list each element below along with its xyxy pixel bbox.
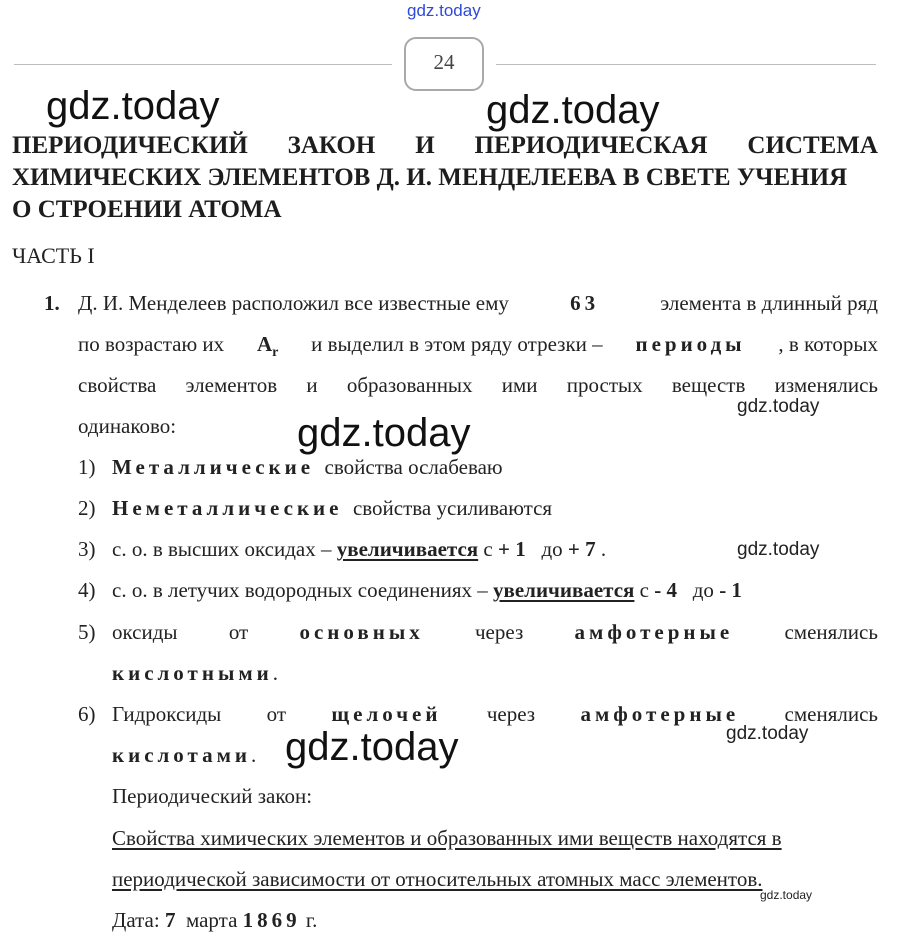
answer-nonmetallic: Неметаллические	[112, 496, 343, 520]
part-label: ЧАСТЬ I	[12, 243, 95, 268]
list-item: 4) с. о. в летучих водородных соединениях – увеличивается с - 4 до - 1	[78, 578, 742, 602]
law-label: Периодический закон:	[112, 784, 313, 808]
law-text-line-1: Свойства химических элементов и образованных ими веществ находятся в	[112, 826, 782, 850]
law-text-line-2: периодической зависимости от относительных атомных масс элементов.	[112, 867, 763, 891]
task-number: 1.	[44, 291, 60, 315]
list-item-number: 5)	[78, 620, 96, 644]
watermark: gdz.today	[726, 723, 809, 744]
list-item: оксиды от основных через амфотерные сменялись	[112, 620, 878, 644]
answer-day: 7	[164, 908, 176, 932]
list-item: Гидроксиды от щелочей через амфотерные сменялись	[112, 702, 878, 726]
answer-metallic: Металлические	[112, 455, 315, 479]
list-item: 2) Неметаллические свойства усиливаются	[78, 496, 553, 520]
title-line-1: ПЕРИОДИЧЕСКИЙ ЗАКОН И ПЕРИОДИЧЕСКАЯ СИСТЕМА	[12, 132, 878, 159]
title-line-3: О СТРОЕНИИ АТОМА	[12, 196, 282, 223]
answer-amphoteric: амфотерные	[574, 620, 734, 644]
watermark: gdz.today	[760, 888, 813, 902]
watermark: gdz.today	[297, 411, 471, 455]
watermark: gdz.today	[486, 88, 660, 132]
answer-increases: увеличивается	[493, 578, 635, 602]
answer-amphoteric: амфотерные	[580, 702, 740, 726]
watermark: gdz.today	[737, 396, 820, 417]
answer-basic: основных	[299, 620, 424, 644]
task-line-2: по возрастаю их $A_r$ и выделил в этом ряду отрезки – периоды , в которых	[78, 332, 878, 365]
answer-year: 1869	[242, 908, 301, 932]
list-item: 3) с. о. в высших оксидах – увеличивается с + 1 до + 7 .	[78, 537, 607, 561]
list-item: 1) Металлические свойства ослабеваю	[78, 455, 503, 479]
header-watermark: gdz.today	[407, 1, 481, 20]
list-item-continuation: кислотами.	[112, 743, 257, 767]
task-line-1: Д. И. Менделеев расположил все известные ему 63 элемента в длинный ряд	[78, 291, 878, 315]
task-line-3: свойства элементов и образованных ими простых веществ изменялись	[78, 373, 878, 397]
answer-count: 63	[570, 291, 600, 315]
task-line-4: одинаково:	[78, 414, 177, 438]
answer-acids: кислотами	[112, 743, 252, 767]
header-rule-right	[496, 64, 876, 65]
answer-periods: периоды	[635, 332, 746, 356]
answer-increases: увеличивается	[336, 537, 479, 561]
answer-ar: $A_r$	[256, 332, 279, 361]
watermark: gdz.today	[285, 725, 459, 769]
title-line-2: ХИМИЧЕСКИХ ЭЛЕМЕНТОВ Д. И. МЕНДЕЛЕЕВА В СВЕТЕ УЧЕНИЯ	[12, 164, 848, 191]
list-item-number: 6)	[78, 702, 96, 726]
answer-acidic: кислотными	[112, 661, 273, 685]
answer-alkalis: щелочей	[331, 702, 442, 726]
watermark: gdz.today	[737, 539, 820, 560]
watermark: gdz.today	[46, 84, 220, 128]
list-item-continuation: кислотными.	[112, 661, 278, 685]
page-number: 24	[404, 37, 484, 91]
header-rule-left	[14, 64, 392, 65]
date-line: Дата: 7 марта 1869 г.	[112, 908, 318, 932]
